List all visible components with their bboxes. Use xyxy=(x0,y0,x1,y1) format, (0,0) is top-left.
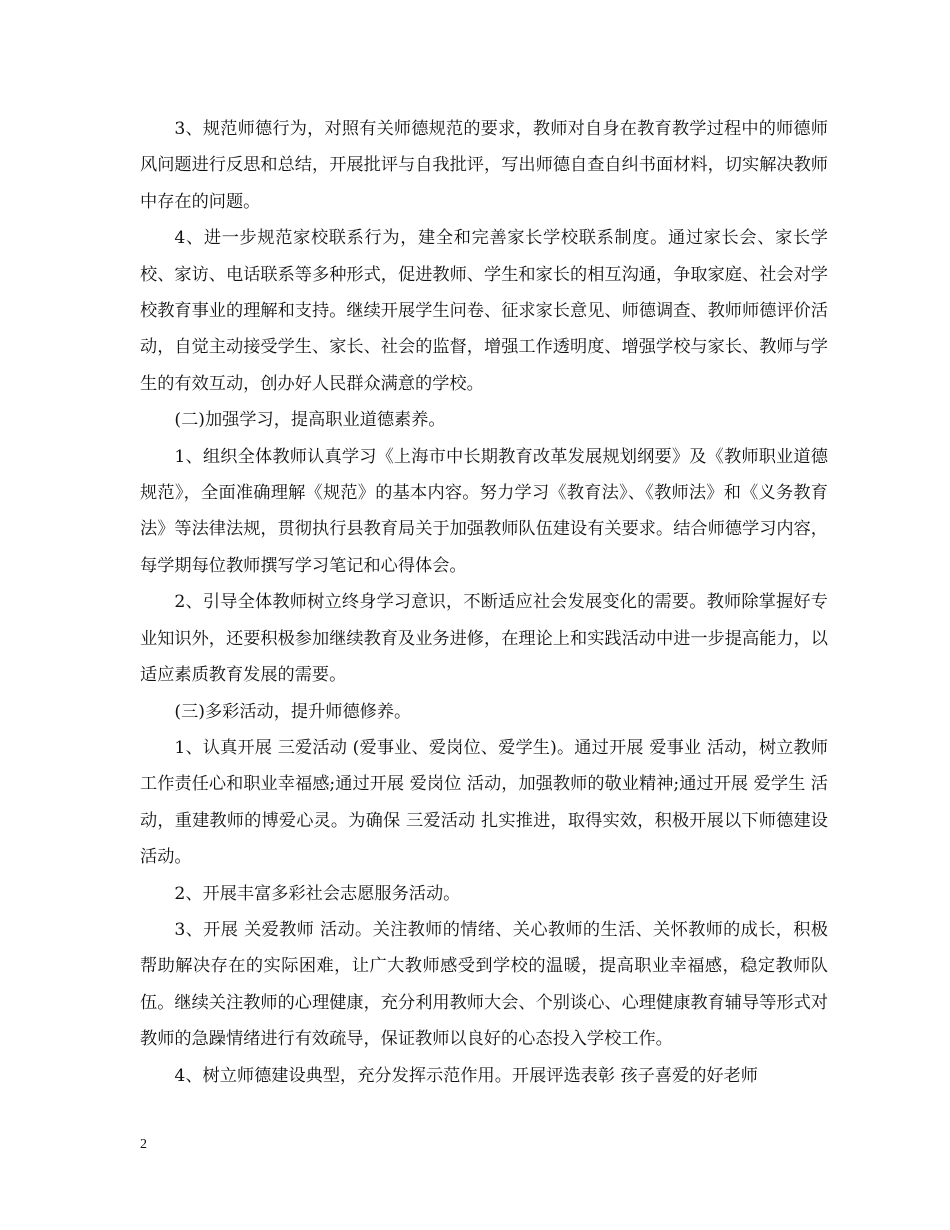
section-heading-2: (二)加强学习，提高职业道德素养。 xyxy=(174,410,446,431)
paragraph-5: 1、认真开展 三爱活动 (爱事业、爱岗位、爱学生)。通过开展 爱事业 活动，树立教师工作责任心和职业幸福感;通过开展 爱岗位 活动，加强教师的敬业精神;通过开展 爱学生 活动，重建教师的博爱心灵。为确保 三爱活动 扎实推进，取得实效，积极开展以下师德建设活动。 xyxy=(140,737,828,868)
paragraph-1: 3、规范师德行为，对照有关师德规范的要求，教师对自身在教育教学过程中的师德师风问题进行反思和总结，开展批评与自我批评，写出师德自查自纠书面材料，切实解决教师中存在的问题。 xyxy=(140,119,828,212)
page-number: 2 xyxy=(140,1137,147,1152)
paragraph-3: 1、组织全体教师认真学习《上海市中长期教育改革发展规划纲要》及《教师职业道德规范》，全面准确理解《规范》的基本内容。努力学习《教育法》、《教师法》和《义务教育法》等法律法规，贯彻执行县教育局关于加强教师队伍建设有关要求。结合师德学习内容，每学期每位教师撰写学习笔记和心得体会。 xyxy=(140,446,828,576)
paragraph-2: 4、进一步规范家校联系行为，建全和完善家长学校联系制度。通过家长会、家长学校、家访、电话联系等多种形式，促进教师、学生和家长的相互沟通，争取家庭、社会对学校教育事业的理解和支持。继续开展学生问卷、征求家长意见、师德调查、教师师德评价活动，自觉主动接受学生、家长、社会的监督，增强工作透明度、增强学校与家长、教师与学生的有效互动，创办好人民群众满意的学校。 xyxy=(140,228,828,394)
section-heading-3: (三)多彩活动，提升师德修养。 xyxy=(174,701,412,722)
document-body xyxy=(140,111,828,1094)
paragraph-4: 2、引导全体教师树立终身学习意识，不断适应社会发展变化的需要。教师除掌握好专业知识外，还要积极参加继续教育及业务进修，在理论上和实践活动中进一步提高能力，以适应素质教育发展的需要。 xyxy=(140,592,828,686)
paragraph-7: 3、开展 关爱教师 活动。关注教师的情绪、关心教师的生活、关怀教师的成长，积极帮助解决存在的实际困难，让广大教师感受到学校的温暖，提高职业幸福感，稳定教师队伍。继续关注教师的心理健康，充分利用教师大会、个别谈心、心理健康教育辅导等形式对教师的急躁情绪进行有效疏导，保证教师以良好的心态投入学校工作。 xyxy=(140,919,828,1050)
paragraph-8: 4、树立师德建设典型，充分发挥示范作用。开展评选表彰 孩子喜爱的好老师 xyxy=(174,1065,758,1086)
paragraph-6: 2、开展丰富多彩社会志愿服务活动。 xyxy=(174,883,461,904)
